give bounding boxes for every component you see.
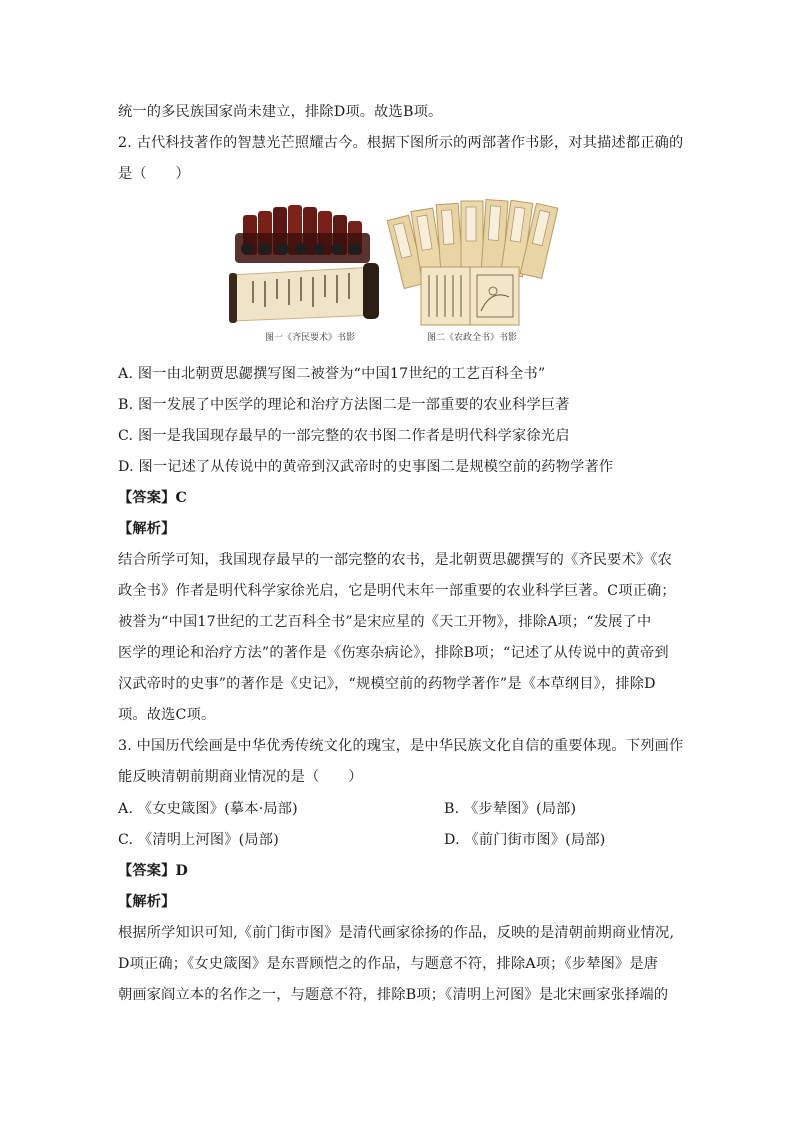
q3-answer: 【答案】D xyxy=(118,863,189,879)
figure-caption-1: 图一《齐民要术》书影 xyxy=(265,333,356,343)
q3-option-b: B. 《步辇图》(局部) xyxy=(444,801,577,817)
figure-caption-2: 图二《农政全书》书影 xyxy=(427,333,518,343)
q3-analysis-label: 【解析】 xyxy=(118,894,176,910)
nongzheng-quanshu-image xyxy=(387,200,558,325)
q3-stem-line-1: 3. 中国历代绘画是中华优秀传统文化的瑰宝，是中华民族文化自信的重要体现。下列画作 xyxy=(118,738,684,754)
qimin-yaoshu-image xyxy=(229,205,379,323)
q2-option-d: D. 图一记述了从传说中的黄帝到汉武帝时的史事图二是规模空前的药物学著作 xyxy=(118,459,614,475)
q2-option-c: C. 图一是我国现存最早的一部完整的农书图二作者是明代科学家徐光启 xyxy=(118,428,570,444)
q2-figure xyxy=(225,193,570,348)
q3-stem-line-2: 能反映清朝前期商业情况的是（ ） xyxy=(118,769,363,785)
q2-analysis-line-3: 被誉为“中国17世纪的工艺百科全书”是宋应星的《天工开物》，排除A项；“发展了中 xyxy=(118,614,652,630)
q2-option-b: B. 图一发展了中医学的理论和治疗方法图二是一部重要的农业科学巨著 xyxy=(118,397,570,413)
q3-analysis-line-1: 根据所学知识可知,《前门街市图》是清代画家徐扬的作品，反映的是清朝前期商业情况, xyxy=(118,925,675,941)
q2-option-a: A. 图一由北朝贾思勰撰写图二被誉为“中国17世纪的工艺百科全书” xyxy=(118,366,546,382)
q3-analysis-line-2: D项正确；《女史箴图》是东晋顾恺之的作品，与题意不符，排除A项；《步辇图》是唐 xyxy=(118,956,659,972)
q2-analysis-line-1: 结合所学可知，我国现存最早的一部完整的农书，是北朝贾思勰撰写的《齐民要术》《农 xyxy=(118,552,673,568)
q2-analysis-line-2: 政全书》作者是明代科学家徐光启，它是明代末年一部重要的农业科学巨著。C项正确； xyxy=(118,583,676,599)
q2-stem-line-2: 是（ ） xyxy=(118,166,190,182)
intro-line: 统一的多民族国家尚未建立，排除D项。故选B项。 xyxy=(118,104,443,120)
q2-analysis-line-4: 医学的理论和治疗方法”的著作是《伤寒杂病论》，排除B项；“记述了从传说中的黄帝到 xyxy=(118,645,669,661)
q2-answer: 【答案】C xyxy=(118,490,188,506)
q3-analysis-line-3: 朝画家阎立本的名作之一，与题意不符，排除B项；《清明上河图》是北宋画家张择端的 xyxy=(118,987,669,1003)
q2-analysis-line-6: 项。故选C项。 xyxy=(118,707,216,723)
q3-option-c: C. 《清明上河图》(局部) xyxy=(118,832,279,848)
q2-analysis-line-5: 汉武帝时的史事”的著作是《史记》，“规模空前的药物学著作”是《本草纲目》，排除D xyxy=(118,676,656,692)
q2-stem-line-1: 2. 古代科技著作的智慧光芒照耀古今。根据下图所示的两部著作书影，对其描述都正确的 xyxy=(118,135,684,151)
q3-option-d: D. 《前门街市图》(局部) xyxy=(444,832,606,848)
q3-option-a: A. 《女史箴图》(摹本·局部) xyxy=(118,801,298,817)
q2-analysis-label: 【解析】 xyxy=(118,521,176,537)
